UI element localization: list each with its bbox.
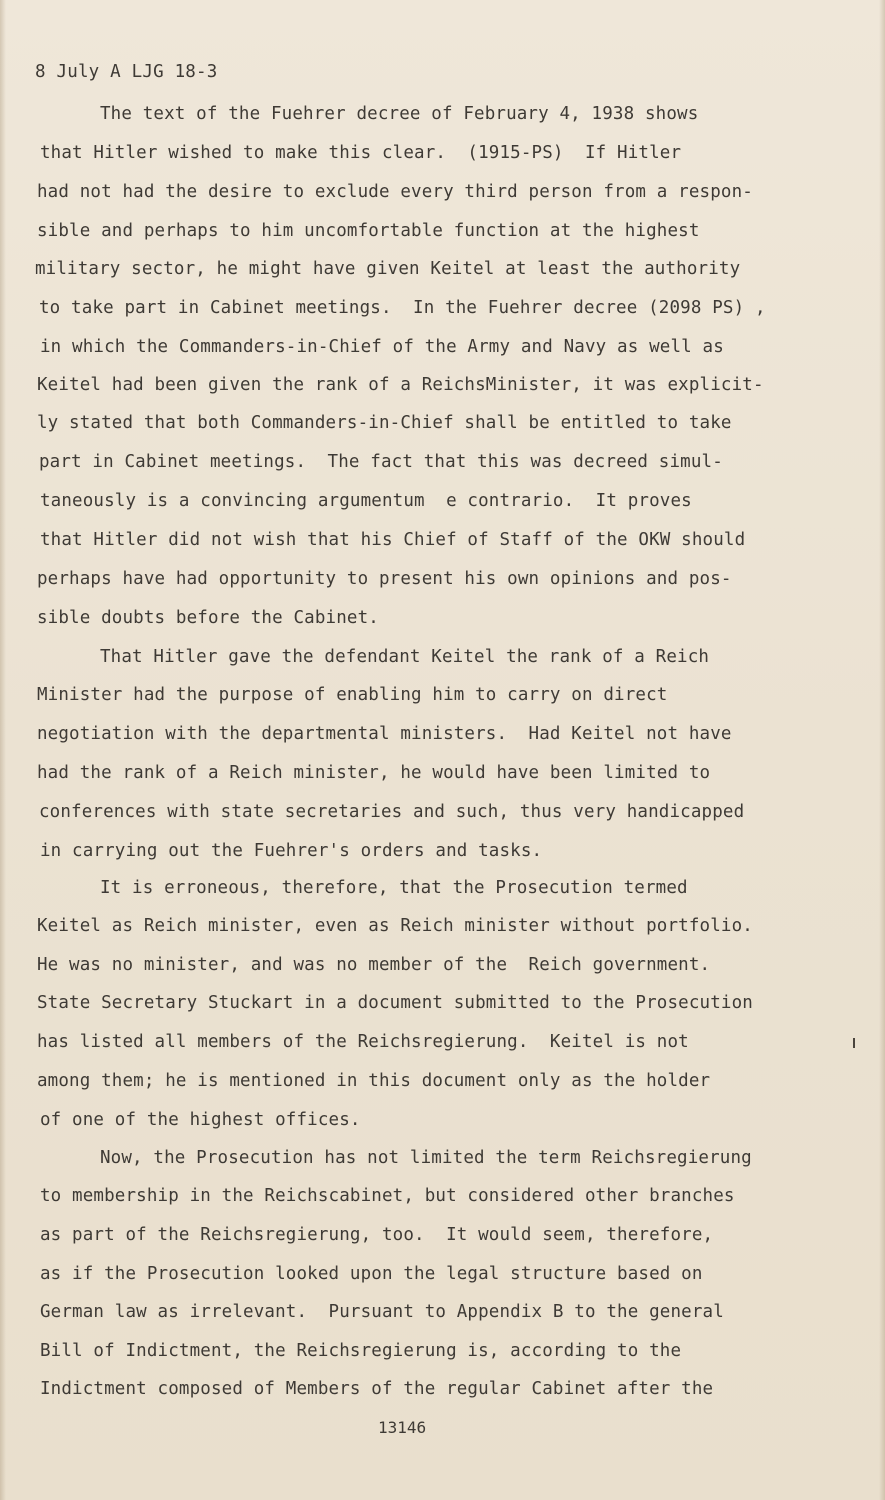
text-line: perhaps have had opportunity to present his own opinions and pos- [37, 569, 732, 589]
text-line: State Secretary Stuckart in a document submitted to the Prosecution [37, 993, 753, 1013]
text-line: ly stated that both Commanders-in-Chief shall be entitled to take [37, 413, 732, 433]
text-line: to take part in Cabinet meetings. In the Fuehrer decree (2098 PS) , [39, 298, 766, 318]
text-line: in carrying out the Fuehrer's orders and tasks. [40, 841, 543, 861]
text-line: as part of the Reichsregierung, too. It would seem, therefore, [40, 1225, 714, 1245]
text-line: Now, the Prosecution has not limited the term Reichsregierung [100, 1148, 752, 1168]
page-header-reference: 8 July A LJG 18-3 [35, 62, 218, 82]
text-line: of one of the highest offices. [40, 1110, 361, 1130]
page-right-edge [879, 0, 885, 1500]
text-line: The text of the Fuehrer decree of February 4, 1938 shows [100, 104, 699, 124]
text-line: Bill of Indictment, the Reichsregierung is, according to the [40, 1341, 682, 1361]
text-line: Keitel as Reich minister, even as Reich minister without portfolio. [37, 916, 753, 936]
text-line: taneously is a convincing argumentum e contrario. It proves [40, 491, 692, 511]
text-line: has listed all members of the Reichsregierung. Keitel is not [37, 1032, 689, 1052]
text-line: in which the Commanders-in-Chief of the Army and Navy as well as [40, 337, 724, 357]
margin-tick-mark [853, 1038, 855, 1048]
text-line: had the rank of a Reich minister, he would have been limited to [37, 763, 711, 783]
text-line: He was no minister, and was no member of the Reich government. [37, 955, 711, 975]
page-number: 13146 [378, 1418, 427, 1437]
text-line: military sector, he might have given Keitel at least the authority [35, 259, 741, 279]
text-line: Minister had the purpose of enabling him to carry on direct [37, 685, 668, 705]
text-line: Keitel had been given the rank of a ReichsMinister, it was explicit- [37, 375, 764, 395]
text-line: That Hitler gave the defendant Keitel the rank of a Reich [100, 647, 710, 667]
text-line: that Hitler wished to make this clear. (1915-PS) If Hitler [40, 143, 682, 163]
text-line: that Hitler did not wish that his Chief of Staff of the OKW should [40, 530, 746, 550]
text-line: sible and perhaps to him uncomfortable function at the highest [37, 221, 700, 241]
text-line: German law as irrelevant. Pursuant to Appendix B to the general [40, 1302, 724, 1322]
text-line: It is erroneous, therefore, that the Prosecution termed [100, 878, 688, 898]
text-line: to membership in the Reichscabinet, but considered other branches [40, 1186, 735, 1206]
text-line: part in Cabinet meetings. The fact that this was decreed simul- [39, 452, 723, 472]
text-line: conferences with state secretaries and such, thus very handicapped [39, 802, 745, 822]
text-line: sible doubts before the Cabinet. [37, 608, 379, 628]
text-line: had not had the desire to exclude every third person from a respon- [37, 182, 753, 202]
text-line: as if the Prosecution looked upon the legal structure based on [40, 1264, 703, 1284]
page-left-edge [0, 0, 6, 1500]
text-line: negotiation with the departmental ministers. Had Keitel not have [37, 724, 732, 744]
text-line: Indictment composed of Members of the regular Cabinet after the [40, 1379, 714, 1399]
text-line: among them; he is mentioned in this document only as the holder [37, 1071, 711, 1091]
